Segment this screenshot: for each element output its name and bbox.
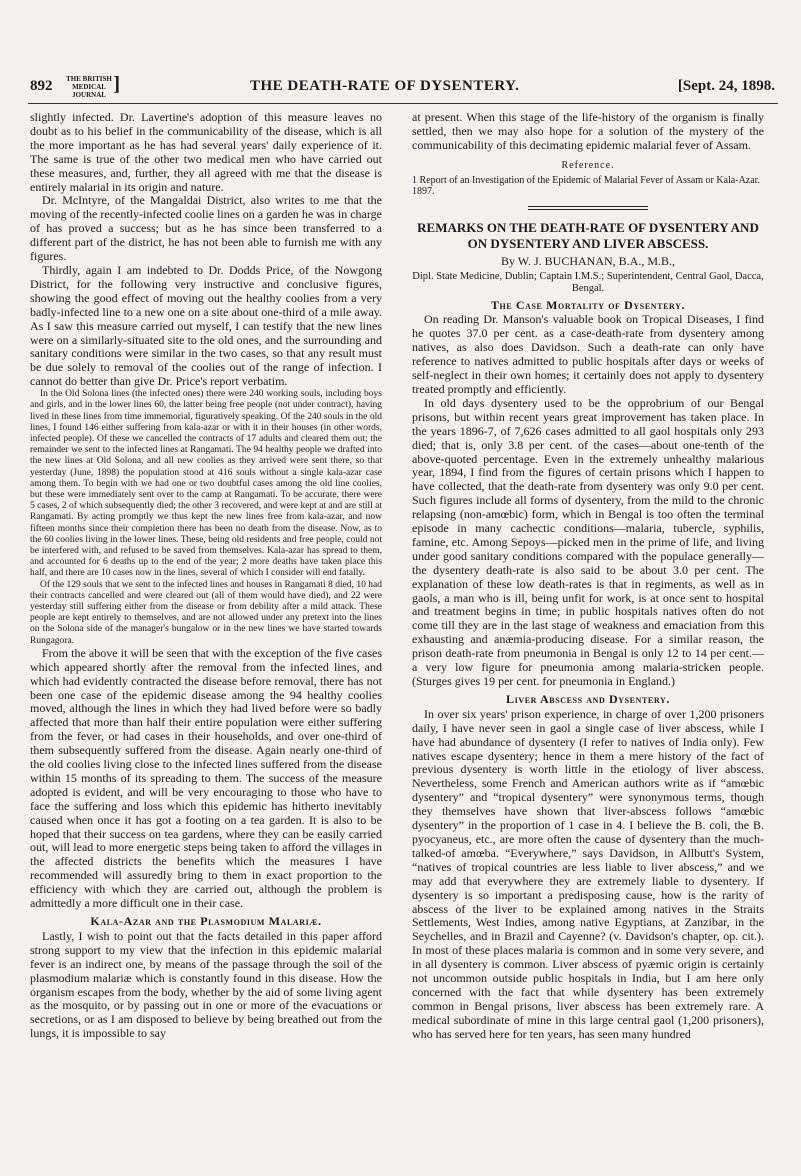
section-heading: Kala-Azar and the Plasmodium Malariæ. [90,914,322,929]
article-title: REMARKS ON THE DEATH-RATE OF DYSENTERY AND ON DYSENTERY AND LIVER ABSCESS. [417,219,759,252]
paragraph: In old days dysentery used to be the opprobrium of our Bengal prisons, but within recent years great improvement has taken place. In the years 1896-7, of 7,626 cases admitted to all gaol hospitals only 293 died; that is, only 3.8 per cent. of the cases—about one-tenth of the above-quoted percentage. Even in the extremely unhealthy malarious year, 1894, I find from the figures of certain prisons which I happen to have collected, that the death-rate from dysentery was only 9.0 per cent. Such figures include all forms of dysentery, from the mild to the chronic relapsing (non-amœbic) form, which in Bengal is too often the terminal episode in many cachectic conditions—malaria, tubercle, syphilis, famine, etc. Among Sepoys—picked men in the prime of life, and living under good sanitary conditions compared with the populace generally—the dysentery death-rate is also said to be about 3.0 per cent. The explanation of these low death-rates is that in regiments, as well as in gaols, a man who is ill, being unfit for work, is at once sent to hospital and treatment begins in time; in public hospitals natives often do not come till they are in the last stage of weakness and emaciation from this exhausting and anæmia-producing disease. For a similar reason, the prison death-rate from pneumonia in Bengal is only 12 to 14 per cent.—a very low figure for pneumonia among malaria-stricken people. (Sturges gives 19 per cent. for pneumonia in England.) [412,395,764,688]
header-rule [28,103,778,104]
journal-mark: THE BRITISH MEDICAL JOURNAL ] [66,73,120,99]
right-column [412,111,764,1171]
paragraph: From the above it will be seen that with the exception of the five cases which appeared shortly after the removal from the infected lines, and which had evidently contracted the disease before removal, there has not been one case of the epidemic disease among the 94 healthy coolies moved, although the lines in which they had lived before were so badly affected that more than half their entire population were either suffering from the fever, or had cases in their households, and over one-third of them subsequently suffered from the disease. Again nearly one-third of the old coolies living close to the infected lines suffered from the disease within 15 months of its spreading to them. The success of the measure adopted is evident, and will be very encouraging to those who have to face the suffering and loss which this epidemic has hitherto inevitably caused when once it has got a footing on a tea garden. It is also to be hoped that their success on tea gardens, where they can be easily carried out, will lead to more energetic steps being taken to afford the villages in the affected districts the benefits which the measures I have recommended will assuredly bring to them in exact proportion to the efficiency with which they are carried out, although the problem is admittedly a more difficult one in their case. [30,645,382,911]
reference-heading: Reference. [561,159,615,171]
paragraph: Dr. McIntyre, of the Mangaldai District, also writes to me that the moving of the recently-infected coolie lines on a garden he was in charge of has proved a success; but as he has since been transferred to a different part of the district, he has not been able to furnish me with any figures. [30,193,382,264]
paragraph: On reading Dr. Manson's valuable book on Tropical Diseases, I find he quotes 37.0 per cent. as a case-death-rate from dysentery among natives, as also does Davidson. Such a death-rate can only have reference to natives admitted to public hospitals after days or weeks of self-neglect in their own homes; it certainly does not apply to dysentery treated promptly and efficiently. [412,312,764,396]
section-heading: The Case Mortality of Dysentery. [490,297,686,312]
page-number: 892 [30,78,53,94]
author-affiliation: Dipl. State Medicine, Dublin; Captain I.M.S.; Superintendent, Central Gaol, Dacca, Bengal. [412,270,764,294]
paragraph: at present. When this stage of the life-history of the organism is finally settled, then we may also hope for a solution of the mystery of the communicability of this decimating epidemic malarial fever of Assam. [412,111,764,152]
paragraph: slightly infected. Dr. Lavertine's adoption of this measure leaves no doubt as to his belief in the communicability of the disease, which is all the more important as he has had several years' daily experience of it. The same is true of the other two medical men who have carried out these measures, and, further, they all agreed with me that the disease is entirely malarial in its origin and nature. [30,111,382,194]
issue-date: [Sept. 24, 1898. [677,78,775,94]
quote-paragraph: In the Old Solona lines (the infected ones) there were 240 working souls, including boys and girls, and in the lower lines 60, the latter being free people (not under contract), having lived in these lines from time immemorial, figuratively speaking. Of the 240 souls in the old lines, I found 146 either suffering from kala-azar or with it in their houses (in other words, infected people). Of these we cancelled the contracts of 17 adults and cleared them out; the remainder we sent to the infected lines at Rangamati. The 94 healthy people we drafted into the new lines at Old Solona, and all new coolies as they arrived were sent there, so that yesterday (June, 1898) the population stood at 416 souls without a single kala-azar case among them. To begin with we had one or two doubtful cases among the old line coolies, but these were immediately sent over to the camp at Rangamati. To be accurate, there were 5 cases, 2 of which subsequently died; the other 3 recovered, and were kept at and are still at Rangamati. By acting promptly we thus kept the new lines free from kala-azar, and now fifteen months since their completion there has been no death from the disease. Now, as to the 60 coolies living in the lower lines. These, being old residents and free people, could not be interfered with, and refused to be saved from themselves. Kala-azar has spread to them, and accounted for 6 deaths up to the end of the year; 2 more deaths have taken place this half, and there are 10 cases now in the lines, several of which I consider will end fatally. [30,389,382,579]
paragraph: Lastly, I wish to point out that the facts detailed in this paper afford strong support to my view that the infection in this epidemic malarial fever is an indirect one, by means of the passage through the soil of the plasmodium malariæ which is constantly found in this disease. How the organism escapes from the body, whether by the aid of some living agent as the mosquito, or by passing out in one or more of the evacuations or secretions, or as I am disposed to believe by being breathed out from the lungs, it is impossible to say [30,928,382,1041]
page-header [30,73,775,104]
paragraph: In over six years' prison experience, in charge of over 1,200 prisoners daily, I have never seen in gaol a single case of liver abscess, while I have had abundance of dysentery (I refer to natives of India only). Few natives escape dysentery; hence in them a mere history of the fact of previous dysentery is worth little in the etiology of liver abscess. Nevertheless, some French and American authors write as if “amœbic dysentery” and “tropical dysentery” were synonymous terms, though they themselves have shown that liver-abscess follows “amœbic dysentery” in the proportion of 1 case in 4. I believe the B. coli, the B. pyocyaneus, etc., are more often the cause of dysentery than the much-talked-of amœba. “Everywhere,” says Davidson, in Allbutt's System, “natives of tropical countries are less liable to liver abscess,” and we may add that everywhere they are extremely liable to dysentery. If dysentery is so important a predisposing cause, how is the rarity of abscess of the liver to be explained among natives in the Straits Settlements, West Indies, among native Egyptians, at Zanzibar, in the Seychelles, and in Brazil and Cayenne? (v. Davidson's chapter, op. cit.). In most of these places malaria is common and in some very severe, and in all dysentery is common. Liver abscess of pyæmic origin is certainly not uncommon outside public hospitals in India, but I am here only concerned with the fact that while dysentery has been extremely common in Bengal prisons, liver abscess has been extremely rare. A medical subordinate of mine in this large central gaol (1,200 prisoners), who has served here for ten years, has seen many hundred [412,706,764,1041]
quoted-report [30,389,382,647]
left-column [30,111,382,1171]
quote-paragraph: Of the 129 souls that we sent to the infected lines and houses in Rangamati 8 died, 10 had their contracts cancelled and were cleared out (all of them would have died), and 22 were yesterday still suffering either from the disease or from debility after a mild attack. These people are kept entirely to themselves, and are not allowed under any pretext into the lines on the Solona side of the manager's bungalow or in the new lines we have started towards Rungagora. [30,579,382,646]
section-heading: Liver Abscess and Dysentery. [506,691,670,706]
running-title: THE DEATH-RATE OF DYSENTERY. [250,78,520,94]
article-divider [528,206,648,210]
article-author: By W. J. BUCHANAN, B.A., M.B., [500,253,676,268]
journal-mark-text: THE BRITISH MEDICAL JOURNAL [66,75,112,99]
reference-item: 1 Report of an Investigation of the Epidemic of Malarial Fever of Assam or Kala-Azar. 1897. [412,174,760,198]
paragraph: Thirdly, again I am indebted to Dr. Dodds Price, of the Nowgong District, for the following very instructive and conclusive figures, showing the good effect of moving out the healthy coolies from a very badly-infected line to a new one on a site about one-third of a mile away. As I saw this measure carried out myself, I can testify that the new lines were on a similarly-situated site to the old ones, and the surrounding and sanitary conditions were similar in the two cases, so that any result must be due solely to removal of the coolies out of the range of infection. I cannot do better than give Dr. Price's report verbatim. [30,262,382,389]
